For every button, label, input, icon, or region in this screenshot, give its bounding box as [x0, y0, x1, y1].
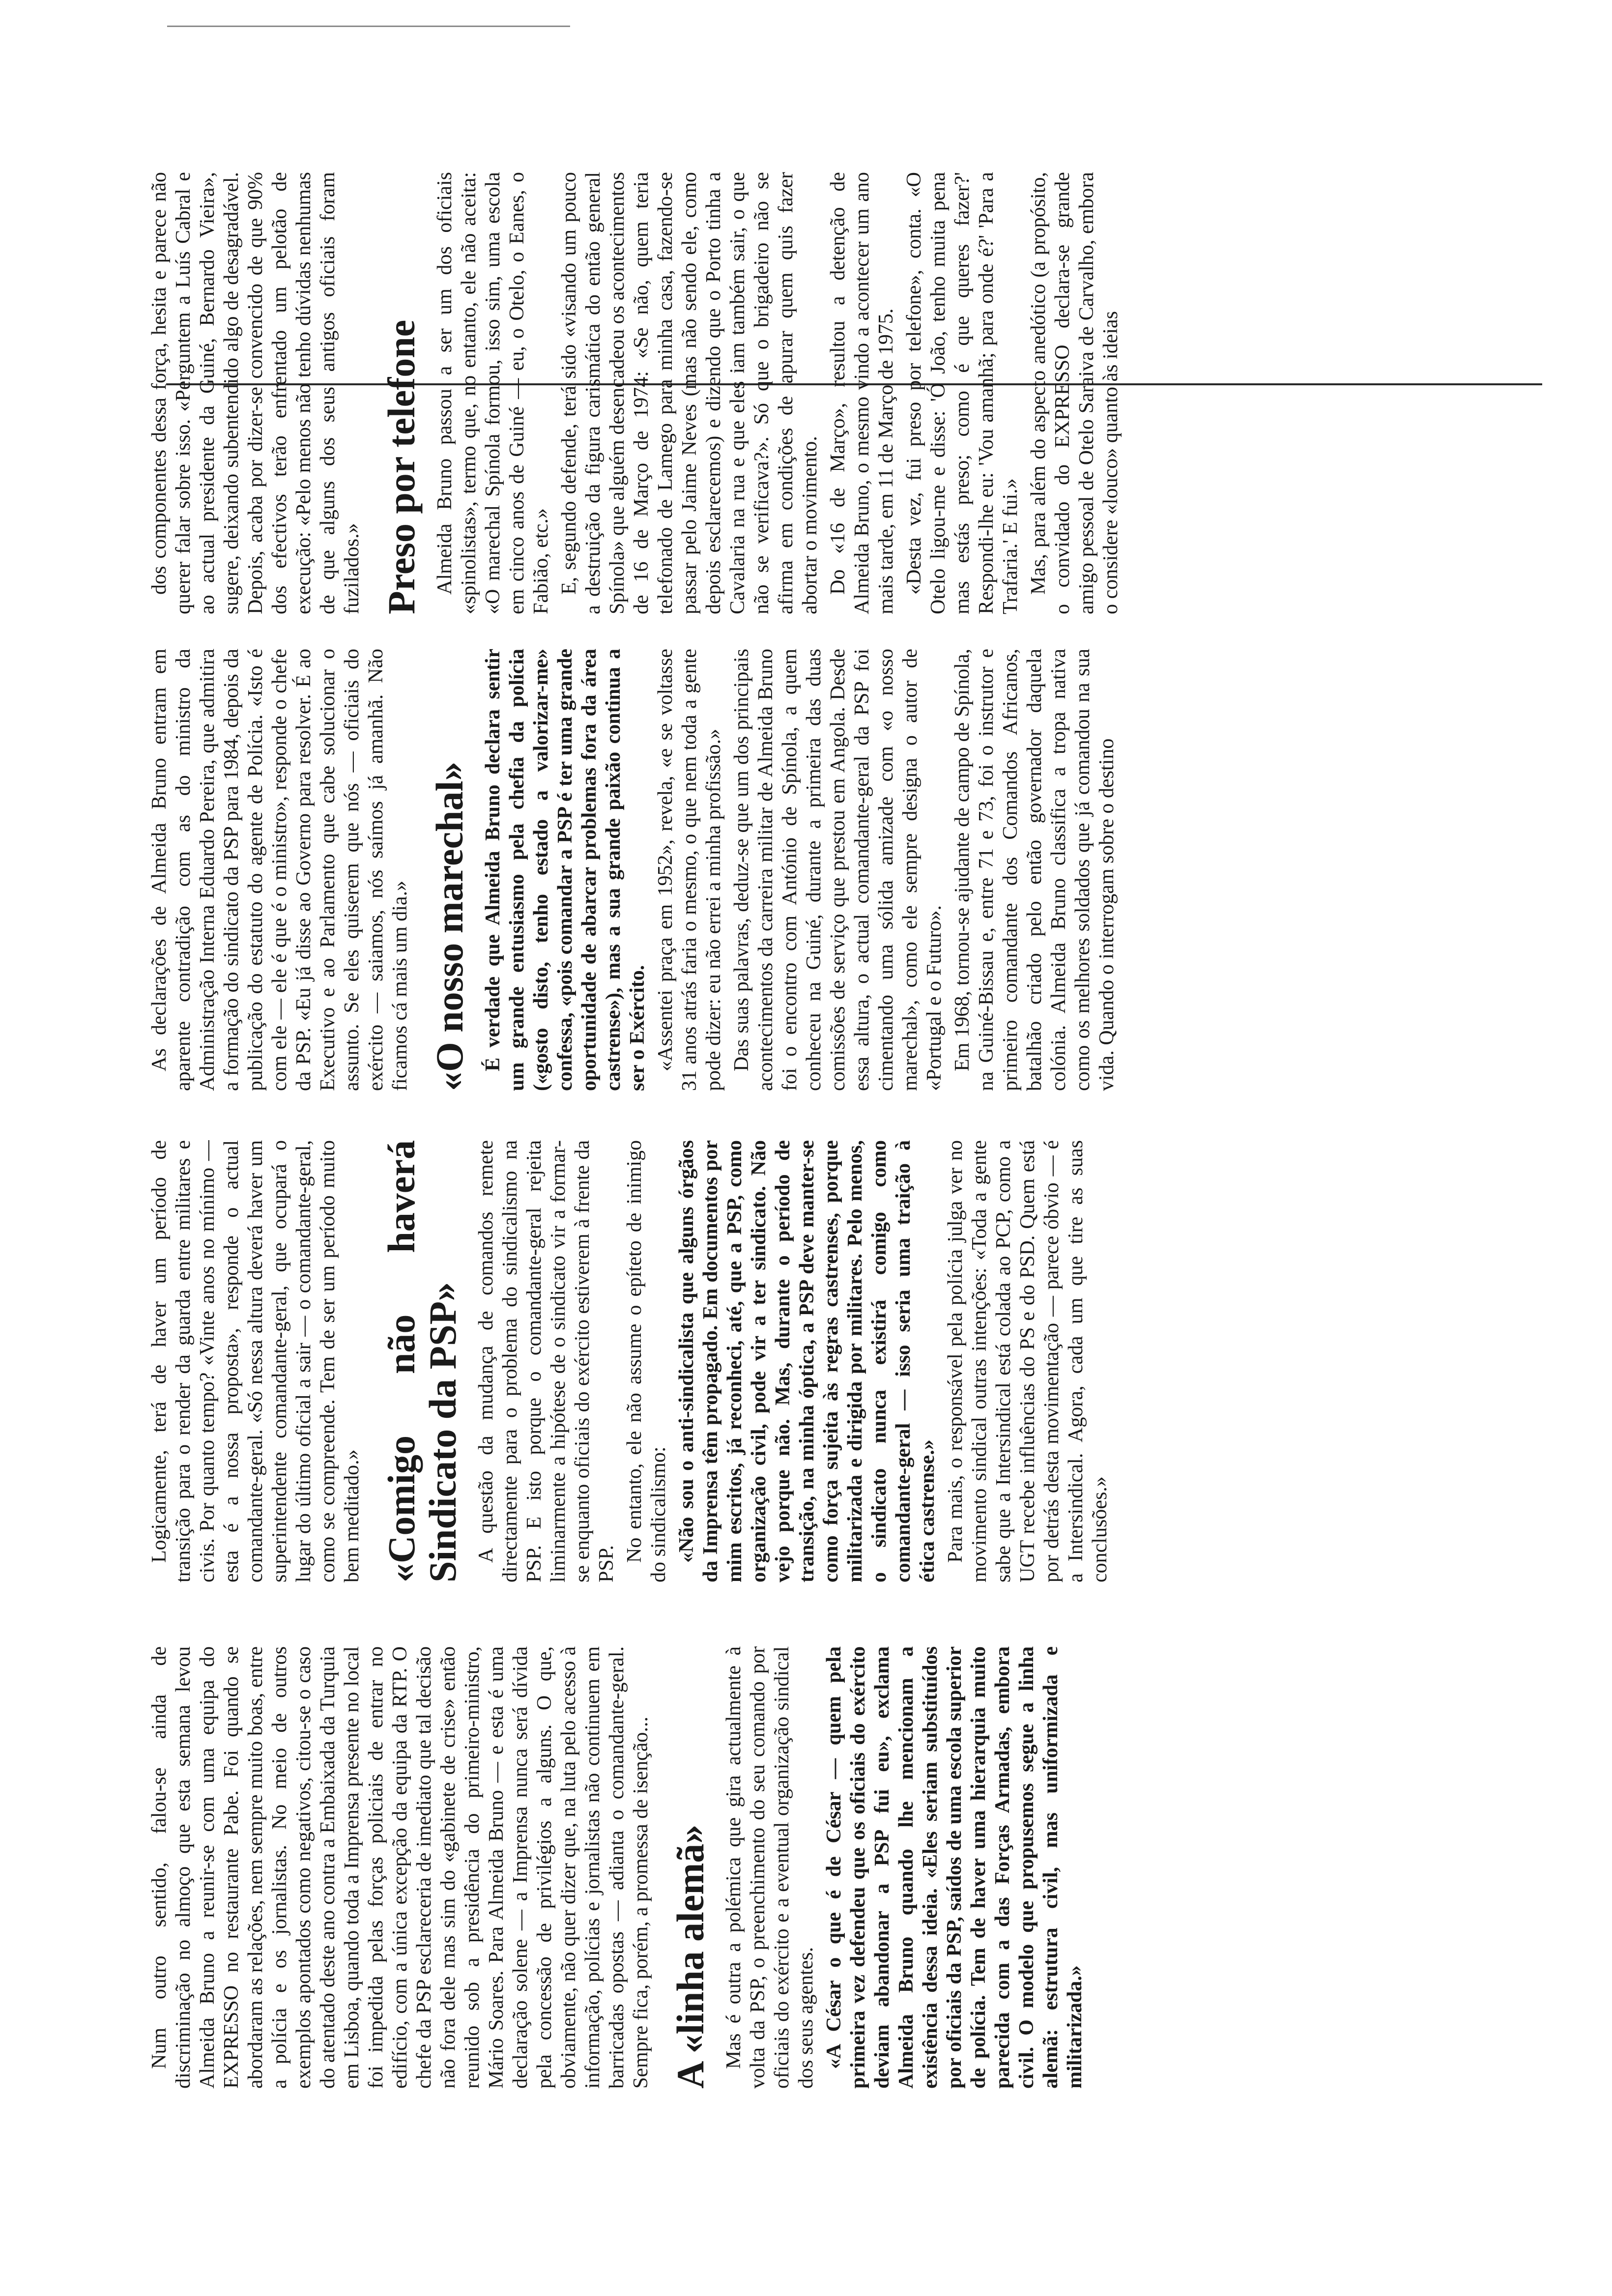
article-paragraph: A questão da mudança de comandos remete directamente para o problema do sindicalismo na PSP. E isto porque o comandante-geral rejeita liminarmente a hipótese de o sindicato vir a formar-se enquanto oficiais do exército estiverem à frente da PSP.	[475, 1140, 618, 1582]
article-paragraph: «Desta vez, fui preso por telefone», conta. «O Otelo ligou-me e disse: 'Ó João, tenho muita pena mas estás preso; como é que queres fazer?' Respondi-lhe eu: 'Vou amanhã; para onde é?' 'Para a Trafaria.' E fui.»	[903, 172, 1022, 614]
article-column-2	[147, 1140, 1455, 1582]
section-heading: «O nosso marechal»	[428, 761, 471, 1091]
article-paragraph: «A César o que é de César — quem pela primeira vez defendeu que os oficiais do exército deviam abandonar a PSP fui eu», exclama Almeida Bruno quando lhe mencionam a existência dessa ideia. «Eles seriam substituídos por oficiais da PSP, saídos de uma escola superior de polícia. Tem de haver uma hierarquia muito parecida com a das Forças Armadas, embora civil. O modelo que propusemos segue a linha alemã: estrutura civil, mas uniformizada e militarizada.»	[823, 1646, 1086, 2089]
article-paragraph: Em 1968, tornou-se ajudante de campo de Spínola, na Guiné-Bissau e, entre 71 e 73, foi o instrutor e primeiro comandante dos Comandos Africanos, batalhão criado pelo então governador daquela colónia. Almeida Bruno classifica a tropa nativa como os melhores soldados que já comandou na sua vida. Quando o interrogam sobre o destino	[951, 649, 1118, 1091]
article-paragraph: No entanto, ele não assume o epíteto de inimigo do sindicalismo:	[623, 1140, 670, 1582]
article-paragraph: Num outro sentido, falou-se ainda de discriminação no almoço que esta semana levou Almeida Bruno a reunir-se com uma equipa do EXPRESSO no restaurante Pabe. Foi quando se abordaram as relações, nem sempre muito boas, entre a polícia e os jornalistas. No meio de outros exemplos apontados como negativos, citou-se o caso do atentado deste ano contra a Embaixada da Turquia em Lisboa, quando toda a Imprensa presente no local foi impedida pelas forças policiais de entrar no edifício, com a única excepção da equipa da RTP. O chefe da PSP esclareceria de imediato que tal decisão não fora dele mas sim do «gabinete de crise» então reunido sob a presidência do primeiro-ministro, Mário Soares. Para Almeida Bruno — e esta é uma declaração solene — a Imprensa nunca será dívida pela concessão de privilégios a alguns. O que, obviamente, não quer dizer que, na luta pelo acesso à informação, polícias e jornalistas não continuem em barricadas opostas — adianta o comandante-geral. Sempre fica, porém, a promessa de isenção...	[148, 1646, 652, 2089]
article-paragraph: Mas é outra a polémica que gira actualmente à volta da PSP, o preenchimento do seu comando por oficiais do exército e a eventual organização sindical dos seus agentes.	[722, 1646, 817, 2089]
article-column-1	[147, 1646, 1455, 2089]
article-column-4	[147, 172, 1455, 614]
section-heading: Preso por telefone	[380, 319, 423, 614]
article-paragraph: «Não sou o anti-sindicalista que alguns órgãos da Imprensa têm propagado. Em documentos por mim escritos, já reconheci, até, que a PSP, como organização civil, pode vir a ter sindicato. Não vejo porque não. Mas, durante o período de transição, na minha óptica, a PSP deve manter-se como força sujeita às regras castrenses, porque militarizada e dirigida por militares. Pelo menos, o sindicato nunca existirá comigo como comandante-geral — isso seria uma traição à ética castrense.»	[675, 1140, 939, 1582]
article-paragraph: E, segundo defende, terá sido «visando um pouco a destruição da figura carismática do então general Spínola» que alguém desencadeou os acontecimentos de 16 de Março de 1974: «Se não, quem teria telefonado de Lamego para minha casa, fazendo-se passar pelo Jaime Neves (mas não sendo ele, como depois esclarecemos) e dizendo que o Porto tinha a Cavalaria na rua e que eles iam também sair, o que não se verificava?». Só que o brigadeiro não se afirma em condições de apurar quem quis fazer abortar o movimento.	[558, 172, 821, 614]
section-heading: «Comigo não haverá Sindicato da PSP»	[380, 1140, 464, 1582]
article-paragraph: É verdade que Almeida Bruno declara sentir um grande entusiasmo pela chefia da polícia («gosto disto, tenho estado a valorizar-me» confessa, «pois comandar a PSP é ter uma grande oportunidade de abarcar problemas fora da área castrense»), mas a sua grande paixão continua a ser o Exército.	[482, 649, 649, 1091]
rotated-article	[147, 172, 1455, 2089]
article-paragraph: Almeida Bruno passou a ser um dos oficiais «spinolistas», termo que, no entanto, ele não aceita: «O marechal Spínola formou, isso sim, uma escola em cinco anos de Guiné — eu, o Otelo, o Eanes, o Fabião, etc.»	[433, 172, 552, 614]
article-paragraph: dos componentes dessa força, hesita e parece não querer falar sobre isso. «Perguntem a Luís Cabral e ao actual presidente da Guiné, Bernardo Vieira», sugere, deixando subentendido algo de desagradável. Depois, acaba por dizer-se convencido de que 90% dos efectivos terão enfrentado um pelotão de execução: «Pelo menos não tenho dúvidas nenhumas de que alguns dos seus antigos oficiais foram fuzilados.»	[148, 172, 363, 614]
article-paragraph: Do «16 de Março», resultou a detenção de Almeida Bruno, o mesmo vindo a acontecer um ano mais tarde, em 11 de Março de 1975.	[827, 172, 897, 614]
article-paragraph: Das suas palavras, deduz-se que um dos principais acontecimentos da carreira militar de Almeida Bruno foi o encontro com António de Spínola, a quem conheceu na Guiné, durante a primeira das duas comissões de serviço que prestou em Angola. Desde essa altura, o actual comandante-geral da PSP foi cimentando uma sólida amizade com «o nosso marechal», como ele sempre designa o autor de «Portugal e o Futuro».	[730, 649, 946, 1091]
article-paragraph: Logicamente, terá de haver um período de transição para o render da guarda entre militares e civis. Por quanto tempo? «Vinte anos no mínimo — esta é a nossa proposta», responde o actual comandante-geral. «Só nessa altura deverá haver um superintendente comandante-geral, que ocupará o lugar do último oficial a sair — o comandante-geral, como se compreende. Tem de ser um período muito bem meditado.»	[148, 1140, 363, 1582]
section-heading: A «linha alemã»	[669, 1824, 712, 2089]
article-paragraph: Mas, para além do aspecto anedótico (a propósito, o convidado do EXPRESSO declara-se grande amigo pessoal de Otelo Saraiva de Carvalho, embora o considere «louco» quanto às ideias	[1027, 172, 1122, 614]
top-scan-rule	[167, 26, 570, 27]
article-paragraph: As declarações de Almeida Bruno entram em aparente contradição com as do ministro da Administração Interna Eduardo Pereira, que admitira a formação do sindicato da PSP para 1984, depois da publicação do estatuto do agente de Polícia. «Isto é com ele — ele é que é o ministro», responde o chefe da PSP. «Eu já disse ao Governo para resolver. É ao Executivo e ao Parlamento que cabe solucionar o assunto. Se eles quiserem que nós — oficiais do exército — saiamos, nós saímos já amanhã. Não ficamos cá mais um dia.»	[148, 649, 411, 1091]
article-column-3	[147, 649, 1455, 1091]
article-paragraph: Para mais, o responsável pela polícia julga ver no movimento sindical outras intenções: «Toda a gente sabe que a Intersindical está colada ao PCP, como a UGT recebe influências do PS e do PSD. Quem está por detrás desta movimentação — parece óbvio — é a Intersindical. Agora, cada um que tire as suas conclusões.»	[944, 1140, 1111, 1582]
article-paragraph: «Assentei praça em 1952», revela, «e se voltasse 31 anos atrás faria o mesmo, o que nem toda a gente pode dizer: eu não errei a minha profissão.»	[654, 649, 725, 1091]
